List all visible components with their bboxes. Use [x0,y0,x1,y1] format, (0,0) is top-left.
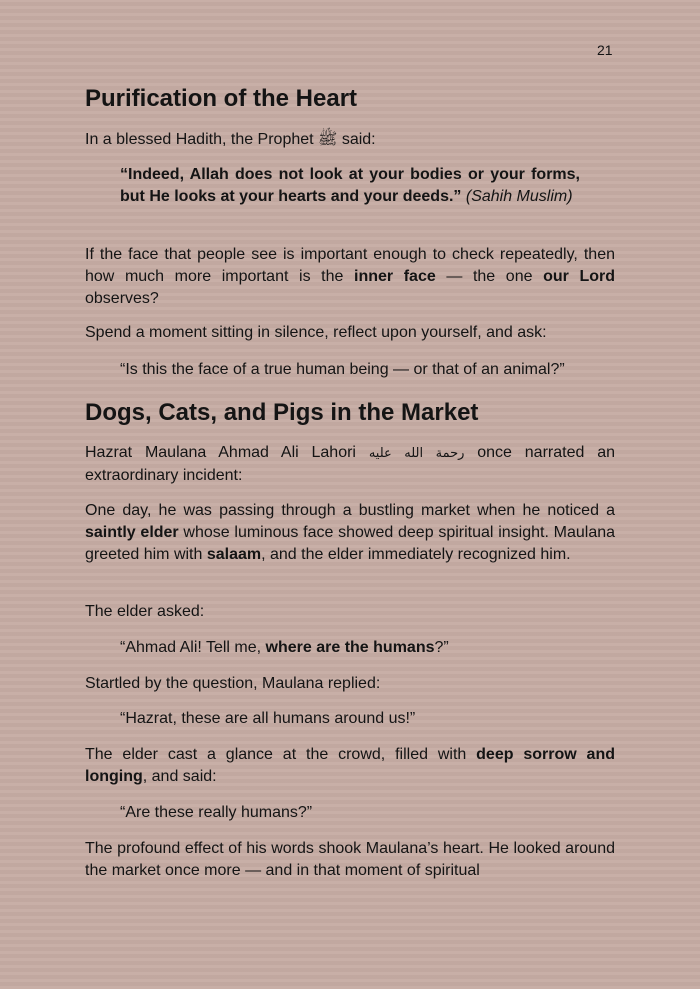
salawat-symbol: ﷺ [318,131,338,148]
paragraph-startled: Startled by the question, Maulana replied: [85,675,381,692]
section-heading-market: Dogs, Cats, and Pigs in the Market [85,399,479,426]
page-number: 21 [597,42,613,58]
paragraph-elder-asked: The elder asked: [85,603,205,620]
quote-really-humans: “Are these really humans?” [120,804,313,821]
arabic-honorific: رحمة الله عليه [368,446,465,461]
quote-where-humans: “Ahmad Ali! Tell me, where are the humans?” [120,639,449,656]
hadith-source: (Sahih Muslim) [465,188,573,205]
paragraph-reflect: Spend a moment sitting in silence, reflect upon yourself, and ask: [85,324,547,341]
section-heading-purification: Purification of the Heart [85,85,358,112]
quote-all-humans: “Hazrat, these are all humans around us!” [120,710,416,727]
paragraph-elder-glance: The elder cast a glance at the crowd, filled with deep sorrow and longing, and said: [85,746,615,785]
paragraph-lahori: Hazrat Maulana Ahmad Ali Lahori رحمة الله عليه once narrated an extraordinary incident: [85,444,615,484]
paragraph-profound-effect: The profound effect of his words shook Maulana’s heart. He looked around the market once more — and in that moment of spiritual [85,840,615,879]
paragraph-intro: In a blessed Hadith, the Prophet ﷺ said: [85,131,376,148]
paragraph-saintly-elder: One day, he was passing through a bustling market when he noticed a saintly elder whose luminous face showed deep spiritual insight. Maulana greeted him with salaam, and the elder immediately recognized him. [85,502,616,563]
hadith-quote: “Indeed, Allah does not look at your bodies or your forms, but He looks at your hearts and your deeds.” (Sahih Muslim) [120,166,580,205]
quote-true-human: “Is this the face of a true human being — or that of an animal?” [120,361,565,378]
paragraph-inner-face: If the face that people see is important enough to check repeatedly, then how much more important is the inner face — the one our Lord observes? [85,246,616,307]
